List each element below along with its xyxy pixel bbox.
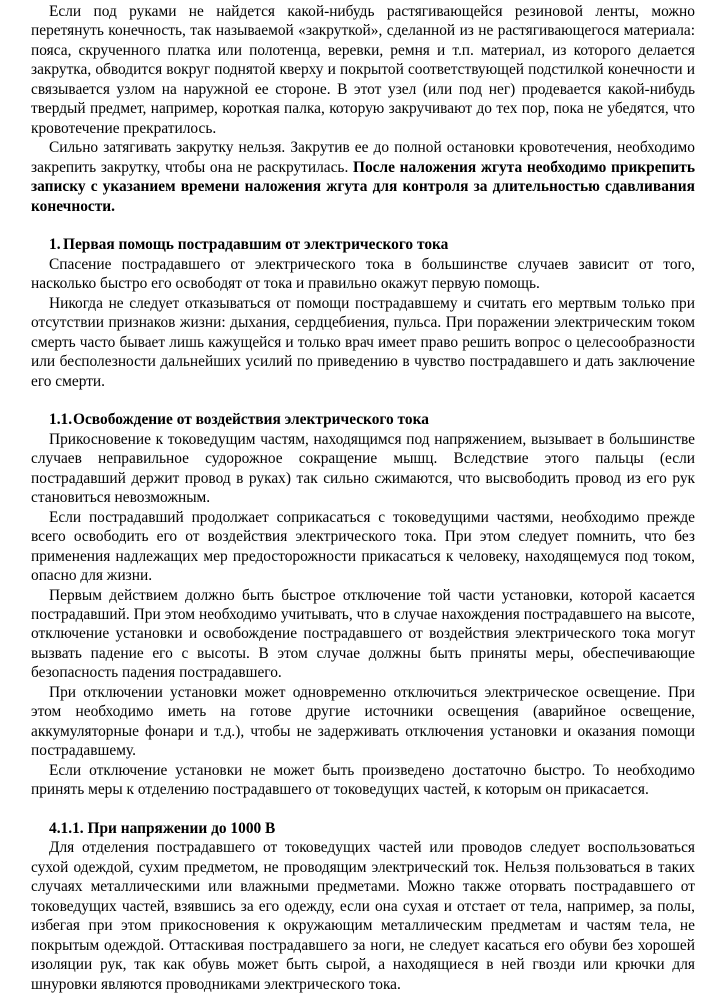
paragraph-rescue-speed: Спасение пострадавшего от электрического тока в большинстве случаев зависит от того, насколько быстро его освободят от тока и правильно окажут первую помощь. <box>31 255 695 293</box>
paragraph-note-emphasis: После наложения жгута необходимо прикрепить записку с указанием времени наложения жгута для контроля за длительностью сдавливания конечности. <box>31 158 695 215</box>
section-number: 1. <box>49 236 61 254</box>
spacer <box>31 216 695 235</box>
section-title: При напряжении до 1000 В <box>87 819 276 837</box>
paragraph-never-refuse-help: Никогда не следует отказываться от помощи пострадавшему и считать его мертвым только при отсутствии признаков жизни: дыхания, сердцебиения, пульса. При поражении электрическим током смерть часто бывает лишь кажущейся и только врач имеет право решить вопрос о целесообразности или бесполезности дальнейших усилий по приведению в чувство пострадавшего и дать заключение его смерти. <box>31 294 695 390</box>
paragraph-separate-victim: Если отключение установки не может быть произведено достаточно быстро. То необходимо принять меры к отделению пострадавшего от токоведущих частей, к которым он прикасается. <box>31 761 695 799</box>
section-number: 4.1.1. <box>49 819 84 837</box>
paragraph-lighting-backup: При отключении установки может одновременно отключиться электрическое освещение. При этом необходимо иметь на готове другие источники освещения (аварийное освещение, аккумуляторные фонари и т.д.), чтобы не задерживать отключения установки и оказания помощи пострадавшему. <box>31 683 695 760</box>
paragraph-twist-warning-text: Сильно затягивать закрутку нельзя. Закрутив ее до полной остановки кровотечения, необходимо закрепить закрутку, чтобы она не раскрутилась. <box>31 139 695 176</box>
paragraph-disconnect-installation: Первым действием должно быть быстрое отключение той части установки, которой касается пострадавший. При этом необходимо учитывать, что в случае нахождения пострадавшего на высоте, отключение установки и освобождение пострадавшего от воздействия электрического тока могут вызвать падение его с высоты. В этом случае должны быть приняты меры, обеспечивающие безопасность падения пострадавшего. <box>31 586 695 682</box>
section-title: Освобождение от воздействия электрического тока <box>73 411 429 429</box>
section-number: 1.1. <box>49 411 73 429</box>
spacer <box>31 800 695 819</box>
paragraph-dry-objects: Для отделения пострадавшего от токоведущих частей или проводов следует воспользоваться сухой одеждой, сухим предметом, не проводящим электрический ток. Нельзя пользоваться в таких случаях металлическими или влажными предметами. Можно также оторвать пострадавшего от токоведущих частей, взявшись за его одежду, если она сухая и отстает от тела, например, за полы, избегая при этом прикосновения к окружающим металлическим предметам и частям тела, не покрытым одеждой. Оттаскивая пострадавшего за ноги, не следует касаться его обуви без хорошей изоляции рук, так как обувь может быть сырой, а находящиеся в ней гвозди или крючки для шнуровки являются проводниками электрического тока. <box>31 839 695 993</box>
paragraph-muscle-contraction: Прикосновение к токоведущим частям, находящимся под напряжением, вызывает в большинстве случаев неправильное судорожное сокращение мышц. Вследствие этого пальцы (если пострадавший держит провод в руках) так сильно сжимаются, что высвободить провод из его рук становиться невозможным. <box>31 430 695 507</box>
paragraph-release-first: Если пострадавший продолжает соприкасаться с токоведущими частями, необходимо прежде всего освободить его от воздействия электрического тока. При этом следует помнить, что без применения надлежащих мер предосторожности прикасаться к человеку, находящемуся под током, опасно для жизни. <box>31 508 695 585</box>
section-heading-voltage-up-to-1000v <box>31 819 695 838</box>
section-heading-first-aid-electric <box>31 235 695 254</box>
section-heading-release-from-current <box>31 410 695 429</box>
spacer <box>31 391 695 410</box>
paragraph-twist-warning <box>31 138 695 216</box>
paragraph-tourniquet-twist: Если под руками не найдется какой-нибудь растягивающейся резиновой ленты, можно перетянуть конечность, так называемой «закруткой», сделанной из не растягивающегося материала: пояса, скрученного платка или полотенца, веревки, ремня и т.п. материал, из которого делается закрутка, обводится вокруг поднятой кверху и покрытой соответствующей подстилкой конечности и связывается узлом на наружной ее стороне. В этот узел (или под нег) продевается какой-нибудь твердый предмет, например, короткая палка, которую закручивают до тех пор, пока не убедятся, что кровотечение прекратилось. <box>31 3 695 137</box>
section-title: Первая помощь пострадавшим от электрического тока <box>63 236 449 254</box>
